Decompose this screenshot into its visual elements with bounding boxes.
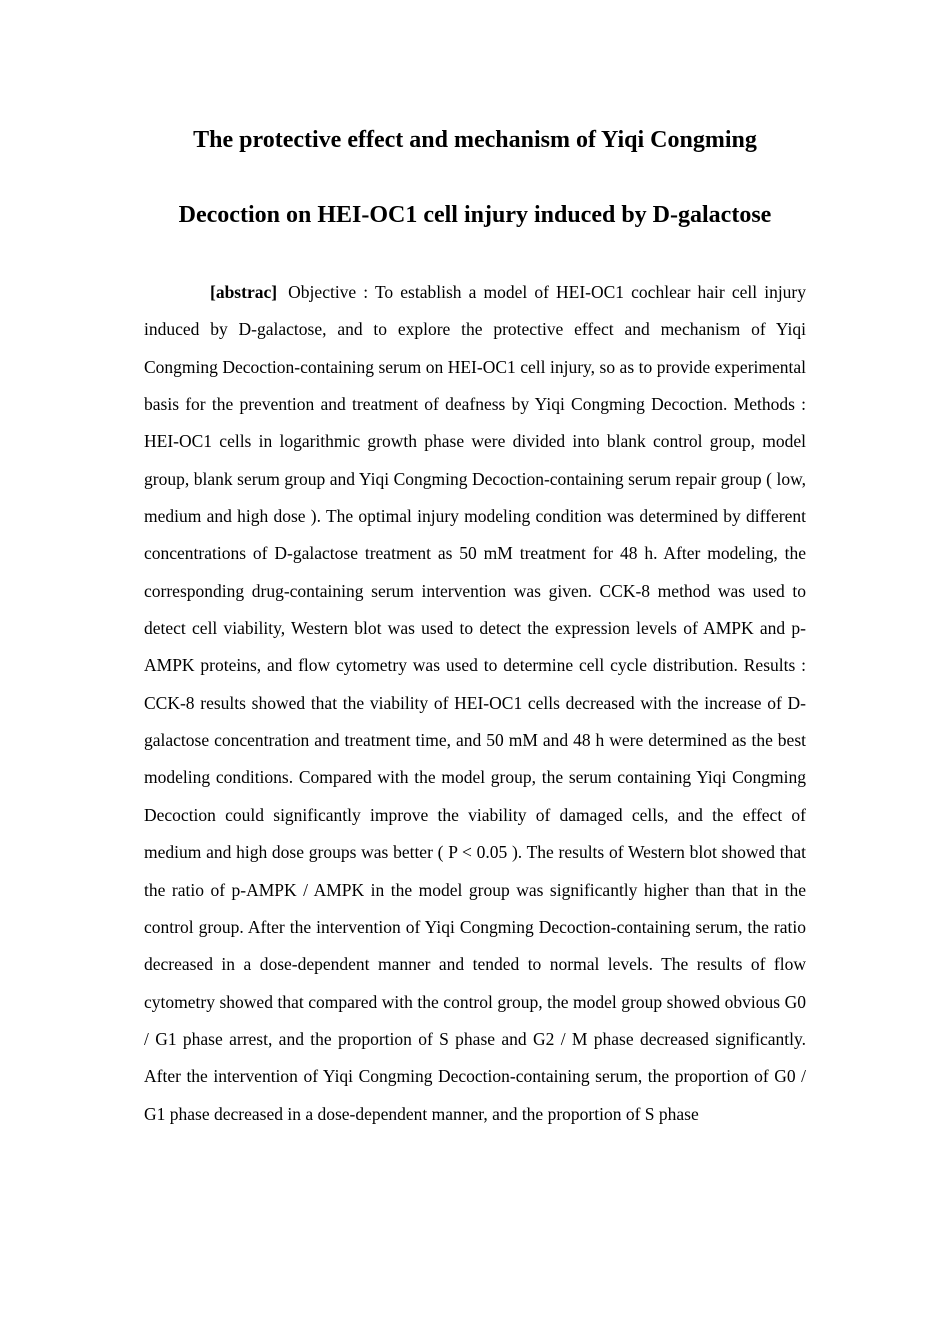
paper-title-line-2: Decoction on HEI-OC1 cell injury induced by D-galactose <box>178 202 772 228</box>
abstract-paragraph <box>144 274 806 1133</box>
paper-title-line-1: The protective effect and mechanism of Yiqi Congming <box>193 127 757 153</box>
abstract-label: [abstrac] <box>210 282 278 302</box>
abstract-text: Objective : To establish a model of HEI-OC1 cochlear hair cell injury induced by D-galactose, and to explore the protective effect and mechanism of Yiqi Congming Decoction-containing serum on HEI-OC1 cell injury, so as to provide experimental basis for the prevention and treatment of deafness by Yiqi Congming Decoction. Methods : HEI-OC1 cells in logarithmic growth phase were divided into blank control group, model group, blank serum group and Yiqi Congming Decoction-containing serum repair group ( low, medium and high dose ). The optimal injury modeling condition was determined by different concentrations of D-galactose treatment as 50 mM treatment for 48 h. After modeling, the corresponding drug-containing serum intervention was given. CCK-8 method was used to detect cell viability, Western blot was used to detect the expression levels of AMPK and p-AMPK proteins, and flow cytometry was used to determine cell cycle distribution. Results : CCK-8 results showed that the viability of HEI-OC1 cells decreased with the increase of D-galactose concentration and treatment time, and 50 mM and 48 h were determined as the best modeling conditions. Compared with the model group, the serum containing Yiqi Congming Decoction could significantly improve the viability of damaged cells, and the effect of medium and high dose groups was better ( P < 0.05 ). The results of Western blot showed that the ratio of p-AMPK / AMPK in the model group was significantly higher than that in the control group. After the intervention of Yiqi Congming Decoction-containing serum, the ratio decreased in a dose-dependent manner and tended to normal levels. The results of flow cytometry showed that compared with the control group, the model group showed obvious G0 / G1 phase arrest, and the proportion of S phase and G2 / M phase decreased significantly. After the intervention of Yiqi Congming Decoction-containing serum, the proportion of G0 / G1 phase decreased in a dose-dependent manner, and the proportion of S phase <box>144 282 807 1124</box>
